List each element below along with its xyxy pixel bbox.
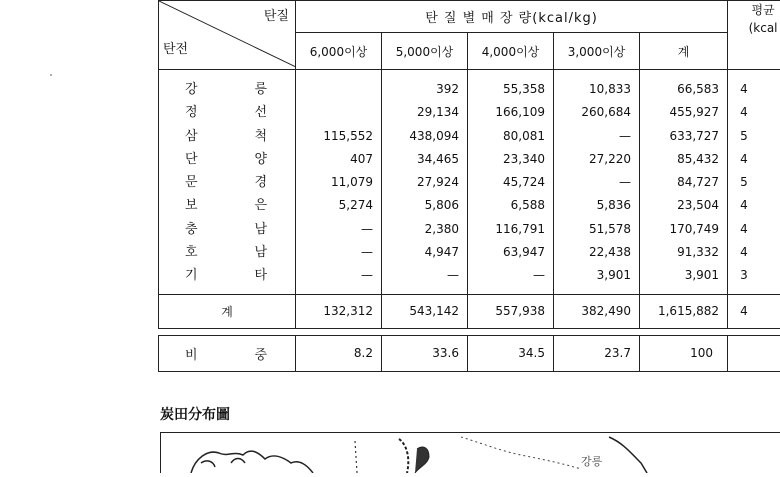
cell-v6000: —	[296, 264, 373, 287]
field-name	[159, 241, 295, 264]
cell-avg: 3	[728, 264, 780, 287]
cell-avg: 5	[728, 125, 780, 148]
cell-avg: 4	[728, 241, 780, 264]
field-name-column	[159, 70, 296, 295]
cell-v4000: 23,340	[468, 148, 545, 171]
cell-v6000: —	[296, 218, 373, 241]
cell-total: 170,749	[640, 218, 719, 241]
stray-mark	[50, 74, 52, 76]
cell-v6000	[296, 78, 373, 101]
v4000-column	[468, 70, 554, 295]
field-name-char2: 척	[254, 125, 267, 148]
cell-v4000: 80,081	[468, 125, 545, 148]
avg-header-line2: (kcal	[728, 19, 780, 37]
cell-v5000: 392	[382, 78, 459, 101]
avg-header	[728, 1, 780, 70]
field-name-char2: 선	[254, 101, 267, 124]
cell-avg: 4	[728, 194, 780, 217]
v5000-column	[382, 70, 468, 295]
cell-total: 633,727	[640, 125, 719, 148]
cell-avg: 4	[728, 218, 780, 241]
total-v6000: 132,312	[296, 294, 382, 328]
field-name	[159, 148, 295, 171]
field-name-char2: 양	[254, 148, 267, 171]
cell-v4000: 6,588	[468, 194, 545, 217]
field-name-char1: 기	[185, 264, 198, 287]
cell-total: 23,504	[640, 194, 719, 217]
col-header-5000: 5,000이상	[382, 33, 468, 70]
cell-v6000: 407	[296, 148, 373, 171]
col-header-4000: 4,000이상	[468, 33, 554, 70]
map-label-gangneung: 강릉	[581, 453, 602, 469]
field-name-char2: 타	[254, 264, 267, 287]
cell-total: 66,583	[640, 78, 719, 101]
field-name-char1: 삼	[185, 125, 198, 148]
cell-avg: 4	[728, 148, 780, 171]
field-name-char1: 단	[185, 148, 198, 171]
ratio-v6000: 8.2	[296, 335, 382, 371]
field-name-char2: 경	[254, 171, 267, 194]
total-column	[640, 70, 728, 295]
cell-v5000: 4,947	[382, 241, 459, 264]
field-name-char2: 은	[254, 194, 267, 217]
field-name	[159, 101, 295, 124]
field-name-char1: 호	[185, 241, 198, 264]
cell-v3000: 3,901	[554, 264, 631, 287]
cell-total: 85,432	[640, 148, 719, 171]
cell-avg: 4	[728, 101, 780, 124]
cell-avg: 4	[728, 78, 780, 101]
cell-v6000: 5,274	[296, 194, 373, 217]
corner-label-quality: 탄질	[264, 5, 289, 24]
ratio-v3000: 23.7	[554, 335, 640, 371]
avg-header-line1: 평균	[728, 1, 780, 19]
cell-v6000	[296, 101, 373, 124]
cell-v5000: 438,094	[382, 125, 459, 148]
cell-avg: 5	[728, 171, 780, 194]
field-name-char1: 정	[185, 101, 198, 124]
ratio-label	[159, 335, 296, 371]
field-name-char2: 남	[254, 241, 267, 264]
cell-v4000: 45,724	[468, 171, 545, 194]
cell-v4000: —	[468, 264, 545, 287]
v6000-column	[296, 70, 382, 295]
cell-v5000: 29,134	[382, 101, 459, 124]
cell-total: 84,727	[640, 171, 719, 194]
cell-v5000: 27,924	[382, 171, 459, 194]
cell-v5000: 5,806	[382, 194, 459, 217]
total-row	[159, 294, 780, 328]
cell-v6000: 11,079	[296, 171, 373, 194]
ratio-label-2: 중	[254, 344, 267, 363]
group-header: 탄 질 별 매 장 량(kcal/kg)	[296, 1, 728, 33]
cell-v3000: 260,684	[554, 101, 631, 124]
cell-v5000: 34,465	[382, 148, 459, 171]
cell-v4000: 116,791	[468, 218, 545, 241]
cell-v5000: 2,380	[382, 218, 459, 241]
cell-total: 91,332	[640, 241, 719, 264]
field-name	[159, 264, 295, 287]
cell-v3000: 51,578	[554, 218, 631, 241]
ratio-avg	[728, 335, 780, 371]
total-total: 1,615,882	[640, 294, 728, 328]
cell-v3000: 10,833	[554, 78, 631, 101]
cell-v3000: 22,438	[554, 241, 631, 264]
cell-v5000: —	[382, 264, 459, 287]
cell-v3000: 27,220	[554, 148, 631, 171]
cell-v6000: 115,552	[296, 125, 373, 148]
coal-reserves-table	[158, 0, 780, 372]
total-v3000: 382,490	[554, 294, 640, 328]
avg-column	[728, 70, 780, 295]
ratio-label-1: 비	[185, 344, 198, 363]
col-header-total: 계	[640, 33, 728, 70]
col-header-3000: 3,000이상	[554, 33, 640, 70]
total-avg: 4	[728, 294, 780, 328]
field-name	[159, 125, 295, 148]
ratio-v5000: 33.6	[382, 335, 468, 371]
field-name	[159, 78, 295, 101]
field-name	[159, 171, 295, 194]
cell-total: 455,927	[640, 101, 719, 124]
corner-header	[159, 1, 296, 70]
col-header-6000: 6,000이상	[296, 33, 382, 70]
v3000-column	[554, 70, 640, 295]
cell-v3000: —	[554, 171, 631, 194]
cell-v3000: —	[554, 125, 631, 148]
ratio-v4000: 34.5	[468, 335, 554, 371]
ratio-total: 100	[640, 335, 728, 371]
cell-v4000: 63,947	[468, 241, 545, 264]
total-label: 계	[159, 294, 296, 328]
field-name-char1: 문	[185, 171, 198, 194]
corner-label-field: 탄전	[163, 38, 188, 57]
map-outline	[161, 433, 780, 473]
field-name	[159, 218, 295, 241]
field-name	[159, 194, 295, 217]
total-v5000: 543,142	[382, 294, 468, 328]
cell-v6000: —	[296, 241, 373, 264]
coalfield-map	[160, 432, 780, 473]
field-name-char1: 보	[185, 194, 198, 217]
field-name-char2: 남	[254, 218, 267, 241]
total-v4000: 557,938	[468, 294, 554, 328]
body-rows	[159, 70, 780, 295]
field-name-char1: 충	[185, 218, 198, 241]
map-title: 炭田分布圖	[160, 404, 230, 424]
ratio-row	[159, 335, 780, 371]
field-name-char1: 강	[185, 78, 198, 101]
cell-total: 3,901	[640, 264, 719, 287]
cell-v3000: 5,836	[554, 194, 631, 217]
cell-v4000: 166,109	[468, 101, 545, 124]
field-name-char2: 릉	[254, 78, 267, 101]
cell-v4000: 55,358	[468, 78, 545, 101]
